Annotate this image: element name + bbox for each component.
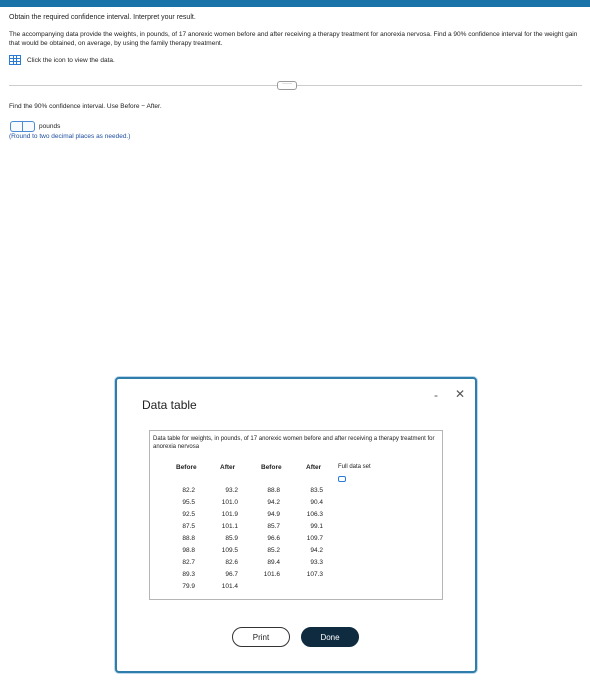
question-prompt: Find the 90% confidence interval. Use Before − After. bbox=[9, 103, 162, 110]
interval-input[interactable] bbox=[10, 121, 35, 132]
table-cell: 88.8 bbox=[267, 487, 280, 494]
question-title: Obtain the required confidence interval. Interpret your result. bbox=[9, 14, 196, 21]
table-cell: 101.0 bbox=[221, 499, 238, 506]
table-cell: 101.4 bbox=[221, 583, 238, 590]
table-cell: 94.9 bbox=[267, 511, 280, 518]
answer-row bbox=[10, 121, 60, 132]
table-cell: 85.7 bbox=[267, 523, 280, 530]
header-after-2: After bbox=[306, 464, 322, 471]
units-label: pounds bbox=[39, 123, 61, 130]
table-cell: 107.3 bbox=[306, 571, 323, 578]
top-banner bbox=[0, 0, 590, 7]
minimize-icon[interactable]: - bbox=[434, 388, 438, 402]
table-cell: 79.9 bbox=[182, 583, 195, 590]
header-before-2: Before bbox=[261, 464, 282, 471]
header-after-1: After bbox=[220, 464, 236, 471]
question-body: The accompanying data provide the weights, in pounds, of 17 anorexic women before and after receiving a therapy treatment for anorexia nervosa. Find a 90% confidence interval for the weight gain that would be obtained, on average, by using the family therapy treatment. bbox=[9, 31, 578, 47]
table-cell: 95.5 bbox=[182, 499, 195, 506]
header-before-1: Before bbox=[176, 464, 197, 471]
table-cell: 106.3 bbox=[306, 511, 323, 518]
table-cell: 98.8 bbox=[182, 547, 195, 554]
table-cell: 109.7 bbox=[306, 535, 323, 542]
table-cell: 92.5 bbox=[182, 511, 195, 518]
table-cell: 93.3 bbox=[310, 559, 323, 566]
table-cell: 93.2 bbox=[225, 487, 238, 494]
table-cell: 85.2 bbox=[267, 547, 280, 554]
table-cell: 90.4 bbox=[310, 499, 323, 506]
table-cell: 96.6 bbox=[267, 535, 280, 542]
column-after-2 bbox=[305, 485, 323, 581]
column-before-1 bbox=[177, 485, 195, 593]
table-cell: 99.1 bbox=[310, 523, 323, 530]
table-cell: 101.9 bbox=[221, 511, 238, 518]
lower-bound-field[interactable] bbox=[10, 121, 23, 132]
table-cell: 101.1 bbox=[221, 523, 238, 530]
expand-button[interactable]: ····· bbox=[277, 81, 297, 90]
table-cell: 109.5 bbox=[221, 547, 238, 554]
dialog-title: Data table bbox=[142, 398, 197, 412]
column-after-1 bbox=[220, 485, 238, 593]
table-cell: 89.3 bbox=[182, 571, 195, 578]
table-cell: 82.2 bbox=[182, 487, 195, 494]
table-cell: 85.9 bbox=[225, 535, 238, 542]
table-cell: 87.5 bbox=[182, 523, 195, 530]
table-cell: 101.6 bbox=[263, 571, 280, 578]
done-button[interactable]: Done bbox=[301, 627, 359, 647]
view-data-link[interactable] bbox=[9, 55, 115, 65]
table-cell: 96.7 bbox=[225, 571, 238, 578]
table-cell: 82.6 bbox=[225, 559, 238, 566]
copy-data-icon[interactable] bbox=[338, 476, 346, 482]
data-table-dialog bbox=[115, 377, 477, 673]
upper-bound-field[interactable] bbox=[23, 121, 35, 132]
view-data-label: Click the icon to view the data. bbox=[27, 56, 115, 64]
close-icon[interactable]: ✕ bbox=[455, 387, 466, 401]
table-cell: 94.2 bbox=[310, 547, 323, 554]
table-caption: Data table for weights, in pounds, of 17 anorexic women before and after receiving a therapy treatment for anorexia nervosa bbox=[153, 436, 435, 450]
data-table-panel bbox=[149, 430, 443, 600]
table-cell: 94.2 bbox=[267, 499, 280, 506]
column-before-2 bbox=[262, 485, 280, 581]
round-note: (Round to two decimal places as needed.) bbox=[9, 133, 131, 140]
full-data-set-label: Full data set bbox=[338, 464, 371, 470]
table-cell: 89.4 bbox=[267, 559, 280, 566]
print-button[interactable]: Print bbox=[232, 627, 290, 647]
table-cell: 82.7 bbox=[182, 559, 195, 566]
table-cell: 88.8 bbox=[182, 535, 195, 542]
table-cell: 83.5 bbox=[310, 487, 323, 494]
data-table-icon[interactable] bbox=[9, 55, 21, 65]
